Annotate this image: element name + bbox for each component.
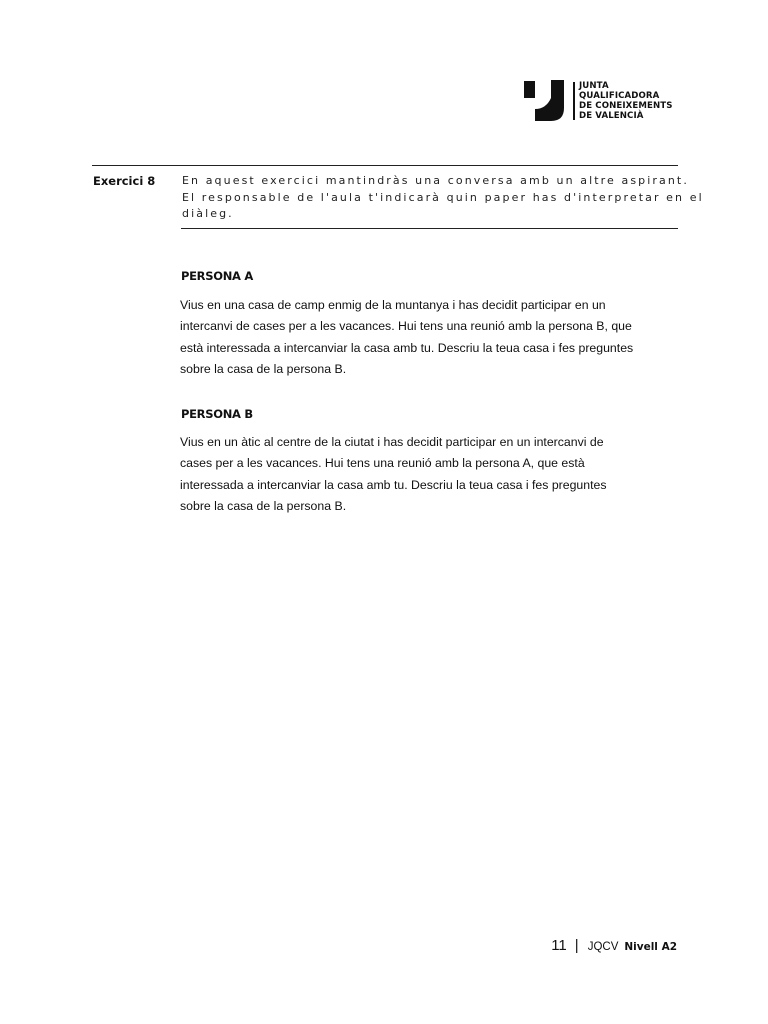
exercise-instructions — [182, 173, 704, 223]
page-number: 11 — [551, 937, 567, 954]
logo-line: QUALIFICADORA — [579, 90, 660, 101]
logo-line: JUNTA — [579, 80, 609, 91]
instruction-line: diàleg. — [182, 207, 234, 220]
paragraph-line: Vius en una casa de camp enmig de la muntanya i has decidit participar en un — [180, 298, 606, 312]
jqcv-logo — [524, 80, 673, 121]
exercise-bottom-rule — [181, 228, 678, 229]
instruction-line: El responsable de l'aula t'indicarà quin paper has d'interpretar en el — [182, 190, 704, 204]
paragraph-line: està interessada a intercanviar la casa amb tu. Descriu la teua casa i fes preguntes — [180, 340, 634, 355]
jqcv-logo-icon — [524, 80, 564, 121]
logo-line: DE CONEIXEMENTS — [579, 100, 673, 111]
exercise-label: Exercici 8 — [93, 174, 156, 188]
footer-org: JQCV — [587, 941, 619, 953]
paragraph-line: sobre la casa de la persona B. — [180, 361, 347, 376]
instruction-line: En aquest exercici mantindràs una conversa amb un altre aspirant. — [182, 174, 689, 187]
persona-b-text — [180, 432, 680, 517]
logo-line: DE VALENCIÀ — [579, 110, 644, 121]
logo-text — [579, 81, 673, 121]
paragraph-line: sobre la casa de la persona B. — [180, 498, 347, 513]
logo-divider — [573, 82, 575, 120]
footer-separator: | — [574, 937, 579, 954]
persona-b-heading: PERSONA B — [181, 407, 253, 421]
page-footer — [551, 937, 677, 954]
paragraph-line: cases per a les vacances. Hui tens una reunió amb la persona A, que està — [180, 456, 585, 471]
paragraph-line: intercanvi de cases per a les vacances. Hui tens una reunió amb la persona B, que — [180, 319, 632, 334]
exercise-top-rule — [92, 165, 678, 166]
paragraph-line: interessada a intercanviar la casa amb tu. Descriu la teua casa i fes preguntes — [180, 477, 607, 492]
footer-level: Nivell A2 — [624, 941, 677, 953]
persona-a-heading: PERSONA A — [181, 269, 253, 283]
paragraph-line: Vius en un àtic al centre de la ciutat i has decidit participar en un intercanvi de — [180, 435, 604, 449]
persona-a-text — [180, 295, 680, 380]
